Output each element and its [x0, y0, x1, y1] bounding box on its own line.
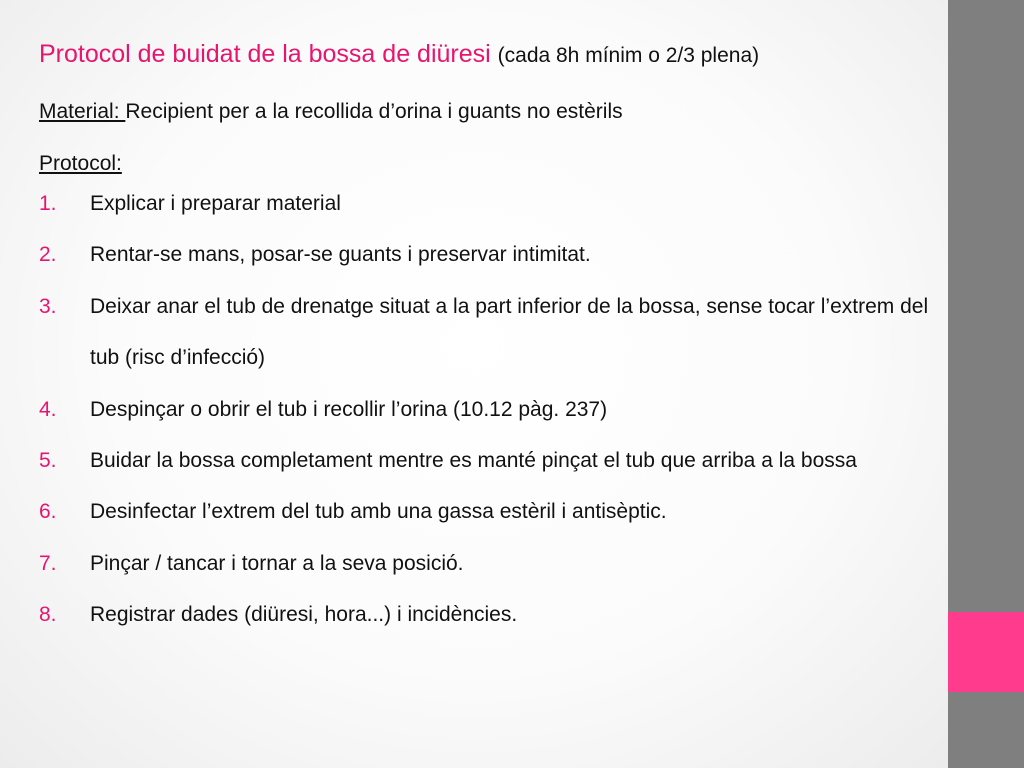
title-main: Protocol de buidat de la bossa de diüresi [39, 40, 491, 68]
list-item [39, 435, 939, 486]
step-number: 7. [39, 551, 57, 575]
step-text: Despinçar o obrir el tub i recollir l’orina (10.12 pàg. 237) [90, 397, 608, 421]
list-item [39, 486, 939, 537]
list-item [39, 178, 939, 229]
step-text: Rentar-se mans, posar-se guants i preservar intimitat. [90, 243, 591, 267]
step-text: Registrar dades (diüresi, hora...) i incidències. [90, 603, 518, 627]
material-label: Material: [39, 100, 126, 123]
protocol-steps-list [39, 178, 939, 641]
list-item [39, 589, 939, 640]
step-text: Desinfectar l’extrem del tub amb una gassa estèril i antisèptic. [90, 500, 667, 524]
step-text: Deixar anar el tub de drenatge situat a la part inferior de la bossa, sense tocar l’extrem del tub (risc d’infecció) [90, 294, 929, 370]
step-number: 1. [39, 192, 57, 215]
step-text: Pinçar / tancar i tornar a la seva posició. [90, 551, 464, 575]
material-line [39, 98, 939, 126]
side-accent-block [948, 612, 1024, 692]
list-item [39, 281, 939, 384]
step-text: Explicar i preparar material [90, 192, 341, 215]
material-text: Recipient per a la recollida d’orina i guants no estèrils [125, 100, 623, 123]
list-item [39, 538, 939, 589]
protocol-heading: Protocol: [39, 152, 122, 175]
step-number: 8. [39, 603, 57, 627]
protocol-heading-line [39, 150, 939, 178]
step-number: 6. [39, 500, 57, 524]
step-number: 3. [39, 294, 57, 318]
list-item [39, 229, 939, 280]
step-number: 2. [39, 243, 57, 267]
step-number: 5. [39, 449, 57, 473]
title-subtitle: (cada 8h mínim o 2/3 plena) [497, 44, 760, 67]
slide-content [39, 36, 939, 641]
step-text: Buidar la bossa completament mentre es manté pinçat el tub que arriba a la bossa [90, 449, 857, 473]
slide-title [39, 36, 939, 74]
step-number: 4. [39, 397, 57, 421]
list-item [39, 384, 939, 435]
